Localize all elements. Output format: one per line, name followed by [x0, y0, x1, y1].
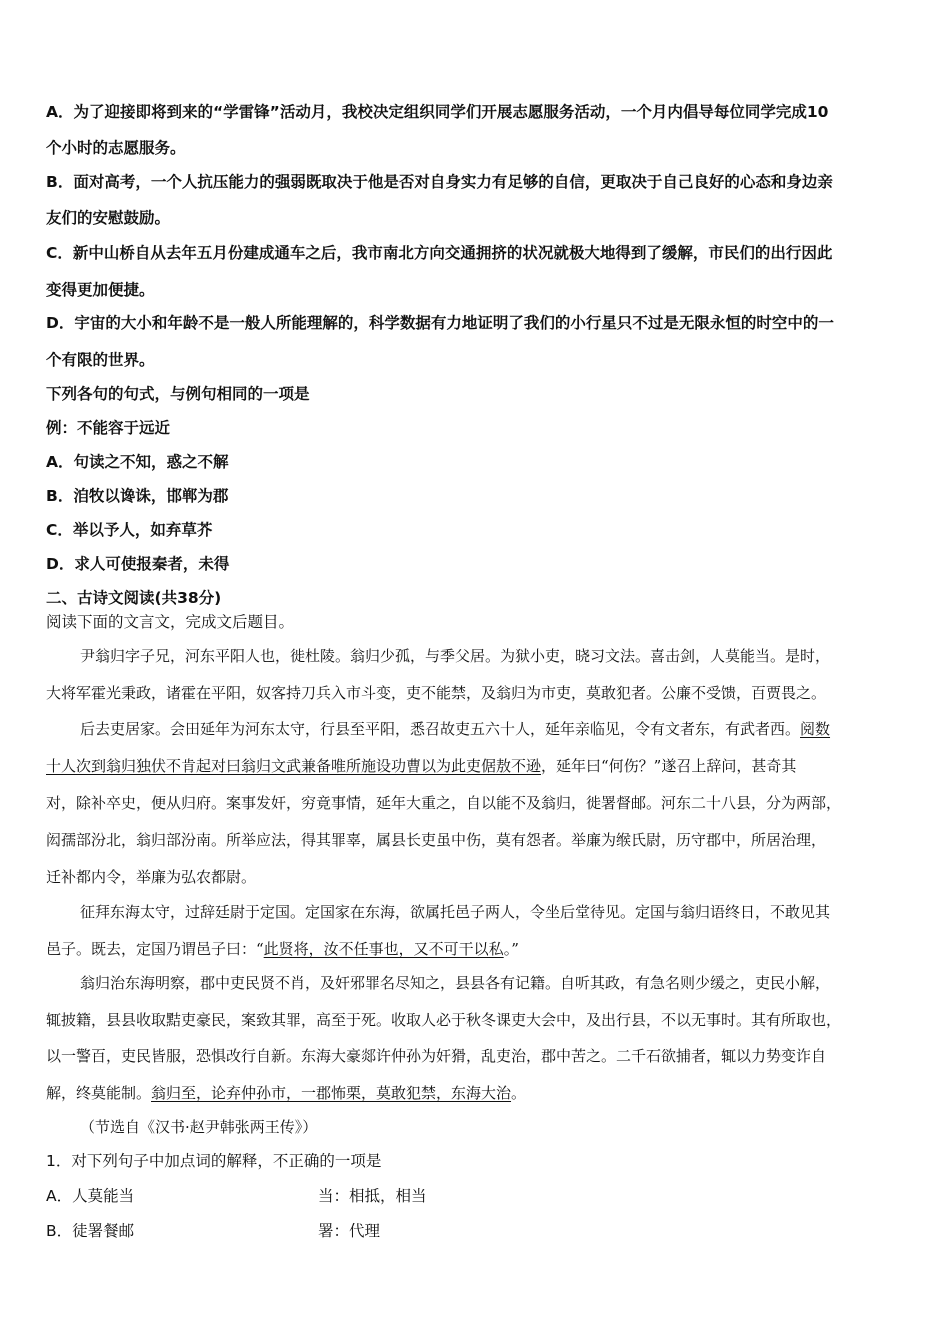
- option-b-line-1: B．面对高考，一个人抗压能力的强弱既取决于他是否对自身实力有足够的自信，更取决于自己良好的心态和身边亲: [46, 173, 833, 191]
- q1-option-a-gloss: 当：相抵，相当: [318, 1187, 427, 1205]
- syntax-option-d: D．求人可使报秦者，未得: [46, 555, 230, 573]
- underlined-sentence: 十人次到翁归独伏不肯起对曰翁归文武兼备唯所施设功曹以为此吏倨敖不逊: [46, 757, 542, 775]
- passage-p1-line-1: 尹翁归字子兄，河东平阳人也，徙杜陵。翁归少孤，与季父居。为狱小吏，晓习文法。喜击剑，人莫能当。是时，: [80, 647, 831, 665]
- passage-p2-line-4: 闳孺部汾北，翁归部汾南。所举应法，得其罪辜，属县长吏虽中伤，莫有怨者。举廉为缑氏尉，历守郡中，所居治理，: [46, 831, 827, 849]
- passage-p3-line-1: 征拜东海太守，过辞廷尉于定国。定国家在东海，欲属托邑子两人，令坐后堂待见。定国与翁归语终日，不敢见其: [80, 903, 831, 921]
- passage-p4-line-4: 解，终莫能制。翁归至，论弃仲孙市，一郡怖栗，莫敢犯禁，东海大治。: [46, 1084, 527, 1102]
- passage-p2-line-5: 迁补都内令，举廉为弘农都尉。: [46, 868, 257, 886]
- option-a-line-2: 个小时的志愿服务。: [46, 139, 186, 157]
- passage-p1-line-2: 大将军霍光秉政，诸霍在平阳，奴客持刀兵入市斗变，吏不能禁，及翁归为市吏，莫敢犯者。公廉不受馈，百贾畏之。: [46, 684, 827, 702]
- passage-p2-line-3: 对，除补卒史，便从归府。案事发奸，穷竟事情，延年大重之，自以能不及翁归，徙署督邮。河东二十八县，分为两部，: [46, 794, 842, 812]
- underlined-sentence: 阅数: [800, 720, 831, 738]
- passage-p2-line-2: 十人次到翁归独伏不肯起对曰翁归文武兼备唯所施设功曹以为此吏倨敖不逊，延年曰“何伤？”遂召上辞问，甚奇其: [46, 757, 797, 775]
- passage-p4-line-3: 以一警百，吏民皆服，恐惧改行自新。东海大豪郯许仲孙为奸猾，乱吏治，郡中苦之。二千石欲捕者，辄以力势变诈自: [46, 1047, 827, 1065]
- q1-stem: 1．对下列句子中加点词的解释，不正确的一项是: [46, 1152, 382, 1170]
- section-instruction: 阅读下面的文言文，完成文后题目。: [46, 613, 295, 631]
- passage-p3-line-2: 邑子。既去，定国乃谓邑子曰：“此贤将，汝不任事也，又不可干以私。”: [46, 940, 519, 958]
- syntax-option-b: B．洎牧以谗诛，邯郸为郡: [46, 487, 229, 505]
- option-a-line-1: A．为了迎接即将到来的“学雷锋”活动月，我校决定组织同学们开展志愿服务活动，一个月内倡导每位同学完成10: [46, 103, 829, 121]
- passage-p4-line-2: 辄披籍，县县收取黠吏豪民，案致其罪，高至于死。收取人必于秋冬课吏大会中，及出行县，不以无事时。其有所取也，: [46, 1011, 842, 1029]
- underlined-sentence: 翁归至，论弃仲孙市，一郡怖栗，莫敢犯禁，东海大治: [151, 1084, 512, 1102]
- option-d-line-1: D．宇宙的大小和年龄不是一般人所能理解的，科学数据有力地证明了我们的小行星只不过是无限永恒的时空中的一: [46, 314, 834, 332]
- option-b-line-2: 友们的安慰鼓励。: [46, 209, 171, 227]
- q1-option-b-gloss: 署：代理: [318, 1222, 381, 1240]
- underlined-sentence: 此贤将，汝不任事也，又不可干以私: [263, 940, 504, 958]
- passage-p4-line-1: 翁归治东海明察，郡中吏民贤不肖，及奸邪罪名尽知之，县县各有记籍。自听其政，有急名则少缓之，吏民小解，: [80, 974, 831, 992]
- q1-option-a: A．人莫能当: [46, 1187, 135, 1205]
- option-c-line-2: 变得更加便捷。: [46, 281, 155, 299]
- q1-option-b: B．徒署餐邮: [46, 1222, 135, 1240]
- passage-source: （节选自《汉书·赵尹韩张两王传》）: [80, 1118, 318, 1136]
- syntax-option-a: A．句读之不知，惑之不解: [46, 453, 229, 471]
- syntax-example: 例：不能容于远近: [46, 419, 171, 437]
- syntax-option-c: C．举以予人，如弃草芥: [46, 521, 213, 539]
- option-d-line-2: 个有限的世界。: [46, 351, 155, 369]
- section-title: 二、古诗文阅读(共38分): [46, 589, 222, 607]
- syntax-question-stem: 下列各句的句式，与例句相同的一项是: [46, 385, 310, 403]
- option-c-line-1: C．新中山桥自从去年五月份建成通车之后，我市南北方向交通拥挤的状况就极大地得到了缓解，市民们的出行因此: [46, 244, 833, 262]
- passage-p2-line-1: 后去吏居家。会田延年为河东太守，行县至平阳，悉召故吏五六十人，延年亲临见，令有文者东，有武者西。阅数: [80, 720, 831, 738]
